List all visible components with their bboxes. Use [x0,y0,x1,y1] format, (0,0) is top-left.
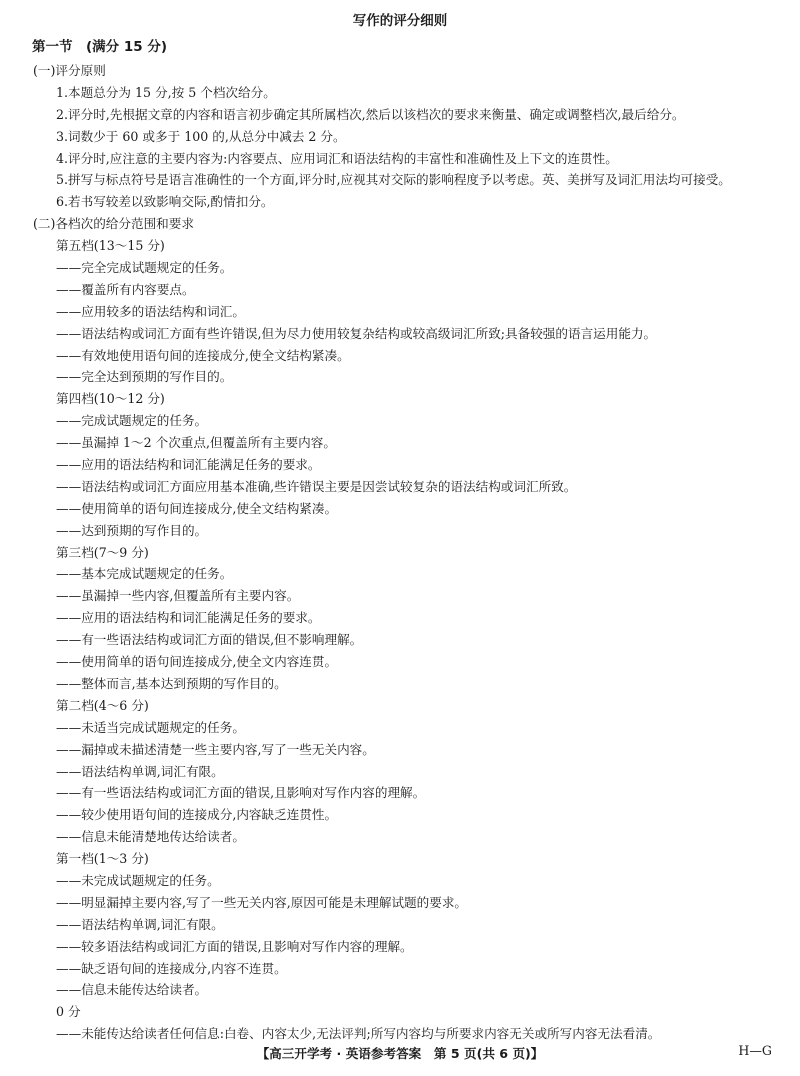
level-item: ——基本完成试题规定的任务。 [56,566,233,582]
level-item: ——完成试题规定的任务。 [56,413,208,429]
level-item: ——使用简单的语句间连接成分,使全文结构紧凑。 [56,500,338,516]
level-item: ——整体而言,基本达到预期的写作目的。 [56,675,287,691]
principle-item: 3.词数少于 60 或多于 100 的,从总分中减去 2 分。 [56,128,346,144]
level-item: ——应用的语法结构和词汇能满足任务的要求。 [56,457,321,473]
level-item: ——完全完成试题规定的任务。 [56,260,233,276]
level-item: ——漏掉或未描述清楚一些主要内容,写了一些无关内容。 [56,741,375,757]
principle-item: 1.本题总分为 15 分,按 5 个档次给分。 [56,84,276,100]
level-item: ——完全达到预期的写作目的。 [56,369,233,385]
level-label: 第二档(4～6 分) [56,697,149,713]
footer-page-info: 【高三开学考 · 英语参考答案 第 5 页(共 6 页)】 [256,1046,544,1061]
level-label: 0 分 [56,1004,81,1020]
level-item: ——信息未能传达给读者。 [56,982,208,998]
level-item: ——较多语法结构或词汇方面的错误,且影响对写作内容的理解。 [56,938,413,954]
level-item: ——未适当完成试题规定的任务。 [56,719,245,735]
footer-code: H—G [738,1043,772,1058]
level-item: ——未完成试题规定的任务。 [56,872,220,888]
level-item: ——语法结构或词汇方面应用基本准确,些许错误主要是因尝试较复杂的语法结构或词汇所致。 [56,478,577,494]
level-label: 第三档(7～9 分) [56,544,149,560]
level-item: ——有一些语法结构或词汇方面的错误,但不影响理解。 [56,632,363,648]
level-item: ——明显漏掉主要内容,写了一些无关内容,原因可能是未理解试题的要求。 [56,894,468,910]
levels-heading: (二)各档次的给分范围和要求 [33,216,194,232]
page-title: 写作的评分细则 [352,13,448,29]
principles-heading: (一)评分原则 [33,63,106,78]
level-item: ——应用的语法结构和词汇能满足任务的要求。 [56,610,321,626]
level-item: ——覆盖所有内容要点。 [56,281,195,297]
level-item: ——语法结构单调,词汇有限。 [56,763,224,779]
principle-item: 4.评分时,应注意的主要内容为:内容要点、应用词汇和语法结构的丰富性和准确性及上下文的连贯性。 [56,150,618,166]
level-label: 第五档(13～15 分) [56,238,165,254]
level-label: 第四档(10～12 分) [56,391,165,407]
level-item: ——信息未能清楚地传达给读者。 [56,829,245,845]
level-item: ——语法结构单调,词汇有限。 [56,916,224,932]
level-item: ——应用较多的语法结构和词汇。 [56,303,245,319]
principle-item: 2.评分时,先根据文章的内容和语言初步确定其所属档次,然后以该档次的要求来衡量、确定或调整档次,最后给分。 [56,106,685,122]
principle-item: 6.若书写较差以致影响交际,酌情扣分。 [56,194,274,210]
level-label: 第一档(1～3 分) [56,851,149,867]
level-item: ——有一些语法结构或词汇方面的错误,且影响对写作内容的理解。 [56,785,426,801]
level-item: ——达到预期的写作目的。 [56,522,208,538]
level-item: ——使用简单的语句间连接成分,使全文内容连贯。 [56,654,338,670]
level-item: ——虽漏掉一些内容,但覆盖所有主要内容。 [56,588,300,604]
level-item: ——语法结构或词汇方面有些许错误,但为尽力使用较复杂结构或较高级词汇所致;具备较强的语言运用能力。 [56,325,657,341]
section-title: 第一节 (满分 15 分) [32,39,168,55]
level-item: ——虽漏掉 1～2 个次重点,但覆盖所有主要内容。 [56,435,336,451]
level-item: ——较少使用语句间的连接成分,内容缺乏连贯性。 [56,807,338,823]
content [0,60,800,1045]
level-item: ——缺乏语句间的连接成分,内容不连贯。 [56,960,287,976]
principle-item: 5.拼写与标点符号是语言准确性的一个方面,评分时,应视其对交际的影响程度予以考虑。英、美拼写及词汇用法均可接受。 [56,172,731,188]
level-item: ——未能传达给读者任何信息:白卷、内容太少,无法评判;所写内容均与所要求内容无关或所写内容无法看清。 [56,1026,661,1042]
level-item: ——有效地使用语句间的连接成分,使全文结构紧凑。 [56,347,350,363]
